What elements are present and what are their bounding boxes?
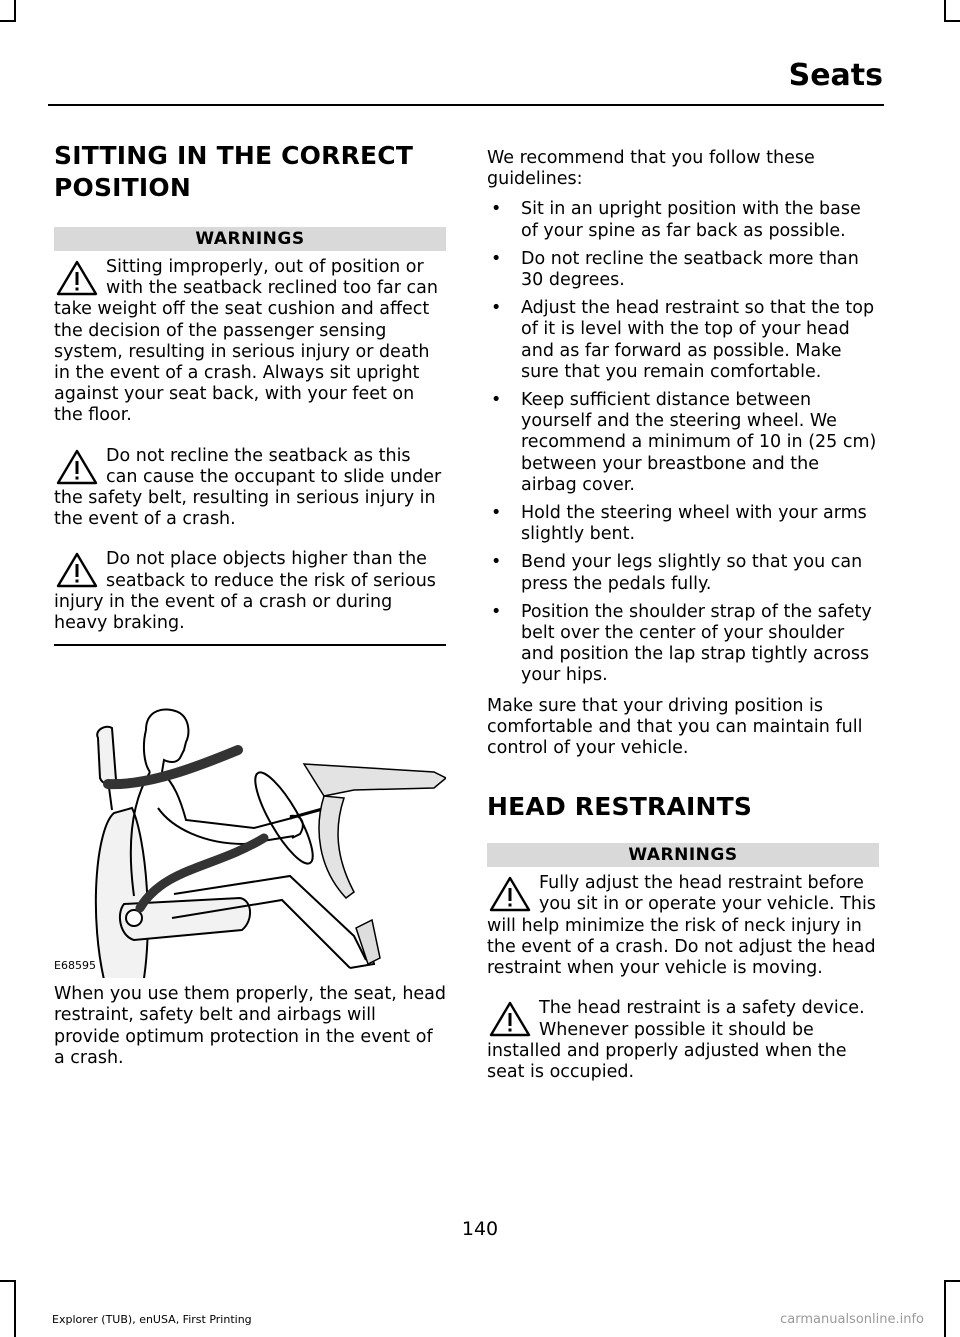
body-text: When you use them properly, the seat, head restraint, safety belt and airbags will provide optimum protection in the event of a crash. — [54, 984, 447, 1068]
crop-mark — [944, 0, 946, 20]
warning-text: Fully adjust the head restraint before you sit in or operate your vehicle. This will help minimize the risk of neck injury in the event of a crash. Do not adjust the head restraint when your vehicle is moving. — [487, 873, 876, 979]
watermark: carmanualsonline.info — [780, 1312, 924, 1327]
bullet-icon: • — [491, 390, 502, 411]
warning-triangle-icon — [487, 875, 533, 913]
warning-triangle-icon — [54, 551, 100, 589]
list-item — [487, 602, 879, 687]
bullet-icon: • — [491, 199, 502, 220]
bullet-icon: • — [491, 503, 502, 524]
bullet-icon: • — [491, 298, 502, 319]
warning-item — [487, 873, 879, 979]
warning-item — [487, 998, 879, 1083]
header-rule — [48, 104, 884, 106]
guidelines-intro: We recommend that you follow these guidelines: — [487, 148, 815, 190]
warning-triangle-icon — [54, 259, 100, 297]
list-item — [487, 249, 879, 291]
crop-mark — [0, 1280, 16, 1282]
warning-item — [54, 549, 446, 634]
list-item — [487, 199, 879, 241]
warning-text: The head restraint is a safety device. Whenever possible it should be installed and properly adjusted when the seat is occupied. — [487, 998, 865, 1082]
warning-triangle-icon — [54, 448, 100, 486]
footer-edition: Explorer (TUB), enUSA, First Printing — [52, 1313, 252, 1326]
list-item-text: Hold the steering wheel with your arms slightly bent. — [521, 503, 867, 545]
crop-mark — [0, 20, 16, 22]
figure-code: E68595 — [54, 959, 96, 973]
crop-mark — [14, 0, 16, 20]
warning-text: Do not place objects higher than the seatback to reduce the risk of serious injury in the event of a crash or during heavy braking. — [54, 549, 436, 634]
bullet-icon: • — [491, 248, 502, 269]
crop-mark — [944, 20, 960, 22]
list-item — [487, 503, 879, 545]
list-item-text: Bend your legs slightly so that you can press the pedals fully. — [521, 552, 863, 594]
right-column — [487, 140, 879, 1083]
seating-illustration — [54, 668, 446, 978]
guidelines-list — [487, 199, 879, 686]
list-item-text: Sit in an upright position with the base of your spine as far back as possible. — [521, 199, 861, 241]
warnings-label: WARNINGS — [54, 227, 446, 251]
list-item-text: Keep sufficient distance between yourself and the steering wheel. We recommend a minimum of 10 in (25 cm) between your breastbone and the airbag cover. — [521, 390, 877, 495]
bullet-icon: • — [491, 552, 502, 573]
section-heading-sitting: SITTING IN THE CORRECT POSITION — [54, 141, 414, 202]
list-item — [487, 390, 879, 496]
page-number: 140 — [461, 1218, 499, 1240]
closing-text: Make sure that your driving position is comfortable and that you can maintain full control of your vehicle. — [487, 695, 863, 759]
page-header-title: Seats — [788, 58, 883, 93]
left-column — [54, 140, 446, 1069]
warning-item — [54, 446, 446, 531]
crop-mark — [944, 1280, 946, 1337]
warnings-label: WARNINGS — [487, 843, 879, 867]
warning-item — [54, 257, 446, 427]
list-item-text: Do not recline the seatback more than 30 degrees. — [521, 248, 859, 291]
list-item — [487, 552, 879, 594]
warning-triangle-icon — [487, 1000, 533, 1038]
list-item — [487, 298, 879, 383]
bullet-icon: • — [491, 601, 502, 622]
section-heading-head-restraints: HEAD RESTRAINTS — [487, 792, 753, 822]
seating-position-figure — [54, 668, 446, 978]
warning-text: Sitting improperly, out of position or with the seatback reclined too far can take weight off the seat cushion and affect the decision of the passenger sensing system, resulting in serious injury or death in the event of a crash. Always sit upright against your seat back, with your feet on the floor. — [54, 257, 438, 426]
list-item-text: Position the shoulder strap of the safety belt over the center of your shoulder and position the lap strap tightly across your hips. — [521, 601, 872, 686]
crop-mark — [14, 1280, 16, 1337]
crop-mark — [944, 1280, 960, 1282]
section-rule — [54, 644, 446, 646]
list-item-text: Adjust the head restraint so that the top of it is level with the top of your head and as far forward as possible. Make sure that you remain comfortable. — [521, 298, 875, 382]
warning-text: Do not recline the seatback as this can cause the occupant to slide under the safety belt, resulting in serious injury in the event of a crash. — [54, 445, 442, 530]
